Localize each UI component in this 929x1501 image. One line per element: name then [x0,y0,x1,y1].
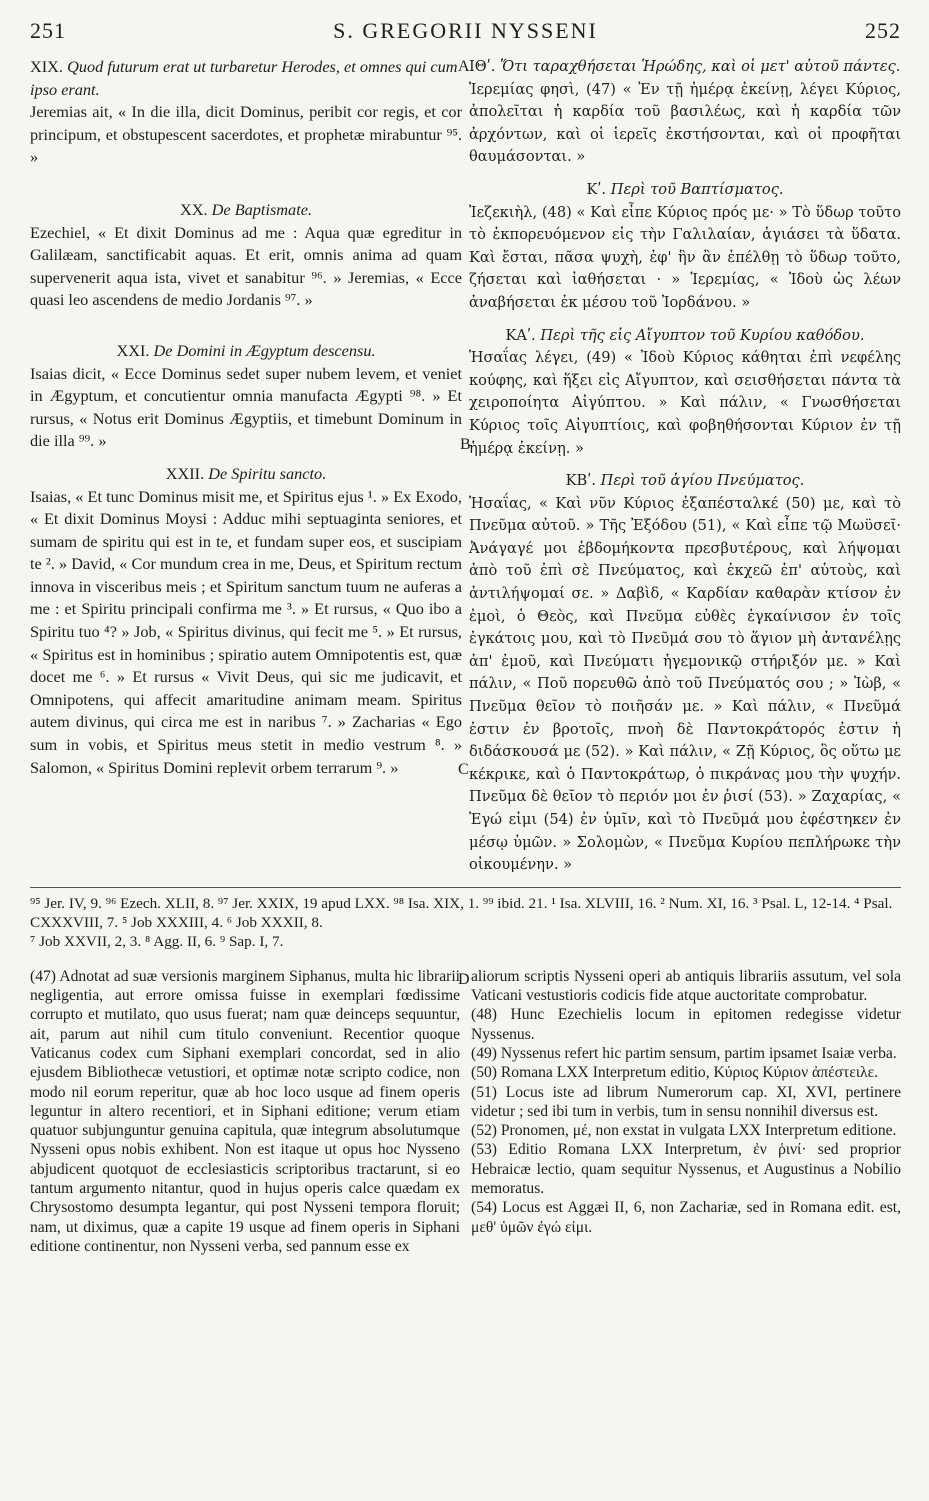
editor-note-48: (48) Hunc Ezechielis locum in epitomen redegisse videtur Nyssenus. [471,1006,901,1043]
page-number-left: 251 [30,18,66,43]
greek-section-19-number: ΙΘʹ. [469,58,496,75]
editor-note-51: (51) Locus iste ad librum Numerorum cap. XI, XVI, pertinere videtur ; sed ibi tum in verbis, tum in sensu nonnihil diversus est. [471,1083,901,1120]
latin-section-19-title: Quod futurum erat ut turbaretur Herodes, et omnes qui cum ipso erant. [30,57,458,99]
margin-marker-b: B [460,436,471,453]
greek-section-22-text: Ἡσαΐας, « Καὶ νῦν Κύριος ἐξαπέσταλκέ (50) με, καὶ τὸ Πνεῦμα αὐτοῦ. » Τῆς Ἐξόδου (51), « Καὶ εἶπε τῷ Μωϋσεῖ· Ἀνάγαγέ μοι ἑβδομήκοντα πρεσβυτέρους, καὶ λήψομαι ἀπὸ τοῦ ἐπὶ σὲ Πνεύματος, καὶ ἐκχεῶ ἐπ' αὐτοὺς, καὶ ἀντιλήψομαί σε. » Δαβὶδ, « Καρδίαν καθαρὰν κτίσον ἐν ἐμοὶ, ὁ Θεὸς, καὶ Πνεῦμα εὐθὲς ἐγκαίνισον ἐν τοῖς ἐγκάτοις μου, καὶ τὸ Πνεῦμά σου τὸ ἅγιον μὴ ἀντανέλῃς ἀπ' ἐμοῦ, καὶ Πνεύματι ἡγεμονικῷ στήριξόν με. » Καὶ πάλιν, « Ποῦ πορευθῶ ἀπὸ τοῦ Πνεύματός σου ; » Ἰὼβ, « Πνεῦμα θεῖον τὸ ποιῆσάν με. » Καὶ πάλιν, « Πνεῦμά ἐστιν ἐν βροτοῖς, πνοὴ δὲ Παντοκράτορός ἐστιν ἡ διδάσκουσά με (52). » Καὶ πάλιν, « Ζῇ Κύριος, ὃς οὕτω με κέκρικε, καὶ ὁ Παντοκράτωρ, ὁ πικράνας μου τὴν ψυχήν. Πνεῦμα δὲ θεῖον τὸ περιόν μοι ἐν ῥισί (53). » Ζαχαρίας, « Ἐγώ εἰμι (54) ἐν ὑμῖν, καὶ τὸ Πνεῦμά μου ἐφέστηκεν ἐν μέσῳ ὑμῶν. » Σολομὼν, « Πνεῦμα Κυρίου πεπλήρωκε τὴν οἰκουμένην. » [469,494,901,874]
greek-section-19-text: Ἱερεμίας φησὶ, (47) « Ἐν τῇ ἡμέρᾳ ἐκείνῃ, λέγει Κύριος, ἀπολεῖται ἡ καρδία τοῦ βασιλέως, καὶ ἡ καρδία τῶν ἀρχόντων, καὶ οἱ ἱερεῖς ἐκστήσονται, καὶ οἱ προφῆται θαυμάσονται. » [469,80,901,166]
scripture-references-line-2: ⁷ Job XXVII, 2, 3. ⁸ Agg. II, 6. ⁹ Sap. I, 7. [30,932,284,950]
latin-section-22-text: Isaias, « Et tunc Dominus misit me, et Spiritus ejus ¹. » Ex Exodo, « Et dixit Dominus Moysi : Adduc mihi septuaginta seniores, et sumam de spiritu qui est in te, et fundam super eos, et suscipiam te ². » David, « Cor mundum crea in me, Deus, et Spiritum rectum innova in visceribus meis ; et Spiritum sanctum tuum ne auferas a me : et Spiritu principali confirma me ³. » Et rursus, « Quo ibo a Spiritu tuo ⁴? » Job, « Spiritus divinus, qui fecit me ⁵. » Et rursus, « Spiritus est in hominibus ; spiratio autem Omnipotentis est, quæ docet me ⁶. » Et rursus « Vivit Deus, qui sic me judicavit, et Omnipotens, qui affecit amaritudine animam meam. Spiritus autem divinus, qui circa me est in naribus ⁷. » Zacharias « Ego sum in vobis, et Spiritus meus stetit in medio vestrum ⁸. » Salomon, « Spiritus Domini replevit orbem terrarum ⁹. » [30,486,462,777]
greek-section-22-number: ΚΒʹ. [565,472,596,490]
greek-section-21-text: Ἡσαΐας λέγει, (49) « Ἰδοὺ Κύριος κάθηται ἐπὶ νεφέλης κούφης, καὶ ἥξει εἰς Αἴγυπτον, καὶ σεισθήσεται πάντα τὰ χειροποίητα Αἰγύπτου. » Καὶ πάλιν, « Γνωσθήσεται Κύριος τοῖς Αἰγυπτίοις, καὶ φοβηθήσονται Κύριον ἐν τῇ ἡμέρᾳ ἐκείνῃ. » [469,349,901,457]
latin-section-21-text: Isaias dicit, « Ecce Dominus sedet super nubem levem, et veniet in Ægyptum, et concutientur omnia manufacta Ægypti ⁹⁸. » Et rursus, « Notus erit Dominus Ægyptiis, et timebunt Dominum in die illa ⁹⁹. » [30,363,462,451]
greek-column [469,56,901,877]
greek-section-21-title: Περὶ τῆς εἰς Αἴγυπτον τοῦ Κυρίου καθόδου. [540,326,865,344]
latin-section-22-heading [30,463,462,486]
scripture-references-line-1: ⁹⁵ Jer. IV, 9. ⁹⁶ Ezech. XLII, 8. ⁹⁷ Jer. XXIX, 19 apud LXX. ⁹⁸ Isa. XIX, 1. ⁹⁹ ibid. 21. ¹ Isa. XLVIII, 16. ² Num. XI, 16. ³ Psal. L, 12-14. ⁴ Psal. CXXXVIII, 7. ⁵ Job XXXIII, 4. ⁶ Job XXXII, 8. [30,894,893,931]
greek-section-22-title: Περὶ τοῦ ἁγίου Πνεύματος. [600,472,805,490]
margin-marker-d: D [458,970,470,988]
main-text [30,56,901,877]
latin-section-19-heading [30,56,462,101]
page-number-right: 252 [865,18,901,43]
page-header [30,18,901,54]
margin-marker-a: A [458,58,470,75]
editor-note-47-continued: aliorum scriptis Nysseni operi ab antiquis librariis assutum, vel sola Vaticani vestustioris codicis fide atque auctoritate comprobatur. [471,967,901,1005]
latin-section-20-title: De Baptismate. [211,199,313,219]
greek-section-22-heading [469,470,901,493]
greek-section-21-heading [469,325,901,348]
latin-section-20-heading [30,199,462,222]
greek-section-19-heading [469,56,901,79]
latin-section-20-text: Ezechiel, « Et dixit Dominus ad me : Aqua quæ egreditur in Galilæam, sanctificabit aquas. Et erit, omnis anima ad quam supervenerit aqua ista, vivet et sanabitur ⁹⁶. » Jeremias, « Ecce quasi leo ascendens de medio Jordanis ⁹⁷. » [30,222,462,310]
greek-section-20-number: Κʹ. [586,180,607,198]
greek-section-21-number: ΚΑʹ. [505,326,536,344]
editor-note-50: (50) Romana LXX Interpretum editio, Κύριος Κύριον ἀπέστειλε. [471,1064,879,1082]
latin-section-19-number: XIX. [30,57,64,76]
latin-section-21-title: De Domini in Ægyptum descensu. [153,340,376,360]
latin-section-22-number: XXII. [165,463,205,483]
latin-section-20-number: XX. [179,199,208,219]
footnote-divider [30,887,901,888]
editor-note-54: (54) Locus est Aggæi II, 6, non Zachariæ, sed in Romana edit. est, μεθ' ὑμῶν ἐγώ εἰμι. [471,1199,901,1236]
editor-note-49: (49) Nyssenus refert hic partim sensum, partim ipsamet Isaiæ verba. [471,1044,897,1062]
scripture-references [30,894,901,951]
greek-section-20-heading [469,179,901,202]
greek-section-19-title: Ὅτι ταραχθήσεται Ἡρώδης, καὶ οἱ μετ' αὐτοῦ πάντες. [500,58,901,75]
editor-notes-left-column [30,967,460,1256]
greek-section-20-text: Ἰεζεκιὴλ, (48) « Καὶ εἶπε Κύριος πρός με· » Τὸ ὕδωρ τοῦτο τὸ ἐκπορευόμενον εἰς τὴν Γαλιλαίαν, ἁγιάσει τὰ ὕδατα. Καὶ ἔσται, πᾶσα ψυχὴ, ἐφ' ἣν ἂν ἐπέλθῃ τὸ ὕδωρ τοῦτο, ζήσεται καὶ ἰαθήσεται · » Ἱερεμίας, « Ἰδοὺ ὡς λέων ἀναβήσεται ἐκ μέσου τοῦ Ἰορδάνου. » [469,203,901,311]
latin-section-22-title: De Spiritu sancto. [208,463,327,483]
editor-notes-right-column [471,967,901,1256]
running-title: S. GREGORII NYSSENI [333,18,598,43]
latin-section-19-text: Jeremias ait, « In die illa, dicit Dominus, peribit cor regis, et cor principum, et obstupescent sacerdotes, et prophetæ mirabuntur ⁹⁵. » [30,102,462,167]
latin-column [30,56,462,877]
latin-section-21-heading [30,340,462,363]
editor-notes [30,967,901,1256]
editor-note-53: (53) Editio Romana LXX Interpretum, ἐν ῥινί· sed proprior Hebraicæ lectio, quam sequitur Nyssenus, et Augustinus a Nobilio memoratus. [471,1141,901,1198]
margin-marker-c: C [458,761,469,778]
latin-section-21-number: XXI. [116,340,150,360]
editor-note-52: (52) Pronomen, μέ, non exstat in vulgata LXX Interpretum editione. [471,1122,897,1140]
editor-note-47: (47) Adnotat ad suæ versionis marginem Siphanus, multa hic librarii negligentia, aut errore omissa fuisse in exemplari fœdissime corrupto et mutilato, quo usus fuerat; nam quæ deinceps sequuntur, ait, parum aut nihil cum titulo conveniunt. Recentior quoque Vaticanus codex cum Siphani exemplari concordat, sed in alio ejusdem Bibliothecæ vetustiori, et optimæ notæ scripto codice, non modo nil eorum reperitur, quæ ab hoc loco usque ad finem operis leguntur in altero recentiori, et in Siphani editione; verum etiam quatuor subjunguntur genuina capitula, quæ integrum absolutumque Nysseni opus nobis exhibent. Non est itaque ut opus hoc Nysseno abjudicent quotquot de ecclesiasticis scriptoribus tractarunt, si eo tantum argumento nitantur, quod in hujus operis calce quædam ex Chrysostomo desumpta legantur, qui post Nysseni tempora floruit; nam, ut diximus, quæ a capite 19 usque ad finem operis in Siphani editione continentur, non Nysseni verba, sed pannum esse ex [30,967,460,1255]
greek-section-20-title: Περὶ τοῦ Βαπτίσματος. [610,180,784,198]
